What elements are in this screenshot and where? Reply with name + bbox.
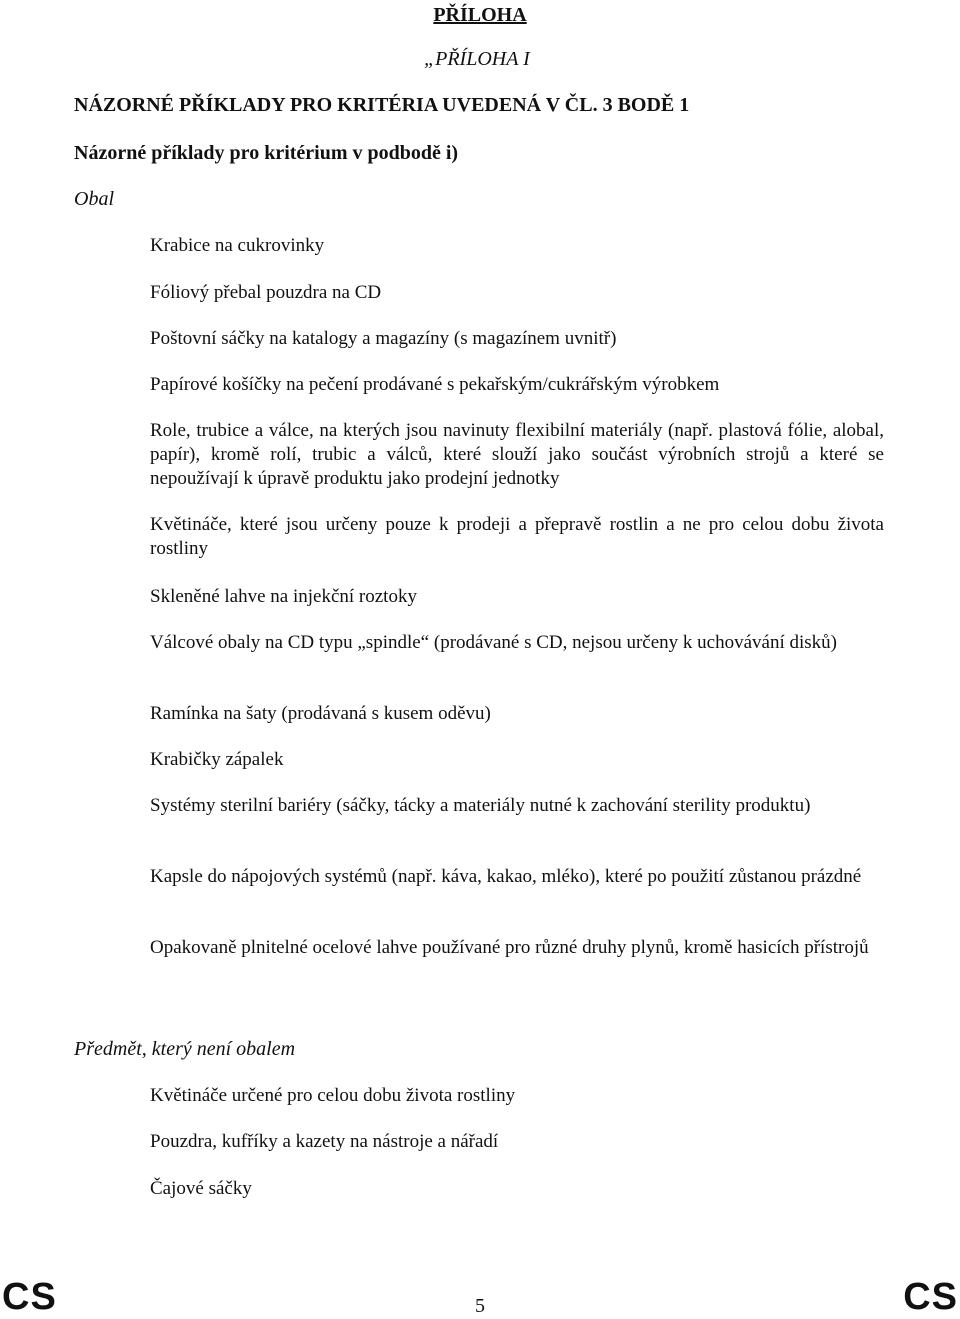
list-item: Ramínka na šaty (prodávaná s kusem oděvu): [150, 703, 491, 724]
page-number: 5: [475, 1295, 485, 1317]
section-label-packaging: Obal: [74, 188, 114, 210]
list-item: Válcové obaly na CD typu „spindle“ (prodávané s CD, nejsou určeny k uchovávání disků): [150, 632, 837, 653]
list-item: Role, trubice a válce, na kterých jsou navinuty flexibilní materiály (např. plastová fólie, alobal, papír), kromě rolí, trubic a válců, které slouží jako součást výrobních strojů a které se nepoužívají k úpravě produktu jako prodejní jednotky: [150, 420, 884, 489]
list-item: Papírové košíčky na pečení prodávané s pekařským/cukrářským výrobkem: [150, 374, 720, 395]
list-item: Opakovaně plnitelné ocelové lahve používané pro různé druhy plynů, kromě hasicích přístrojů: [150, 937, 869, 958]
list-item: Fóliový přebal pouzdra na CD: [150, 282, 382, 303]
list-item: Čajové sáčky: [150, 1178, 252, 1199]
document-title: PŘÍLOHA: [433, 4, 527, 26]
list-item: Systémy sterilní bariéry (sáčky, tácky a materiály nutné k zachování sterility produktu): [150, 795, 811, 816]
footer-language-mark-right: CS: [903, 1276, 958, 1318]
annex-label: „PŘÍLOHA I: [424, 48, 530, 70]
sub-heading: Názorné příklady pro kritérium v podbodě i): [74, 142, 459, 164]
list-item: Květináče, které jsou určeny pouze k prodeji a přepravě rostlin a ne pro celou dobu života rostliny: [150, 514, 884, 559]
list-item: Krabice na cukrovinky: [150, 235, 325, 256]
list-item: Skleněné lahve na injekční roztoky: [150, 586, 417, 607]
list-item: Kapsle do nápojových systémů (např. káva, kakao, mléko), které po použití zůstanou prázdné: [150, 866, 862, 887]
list-item: Poštovní sáčky na katalogy a magazíny (s magazínem uvnitř): [150, 328, 617, 349]
footer-language-mark-left: CS: [2, 1276, 57, 1318]
list-item: Krabičky zápalek: [150, 749, 284, 770]
main-heading: NÁZORNÉ PŘÍKLADY PRO KRITÉRIA UVEDENÁ V ČL. 3 BODĚ 1: [74, 94, 690, 116]
section-label-non-packaging: Předmět, který není obalem: [74, 1038, 296, 1060]
list-item: Pouzdra, kufříky a kazety na nástroje a nářadí: [150, 1131, 499, 1152]
list-item: Květináče určené pro celou dobu života rostliny: [150, 1085, 516, 1106]
